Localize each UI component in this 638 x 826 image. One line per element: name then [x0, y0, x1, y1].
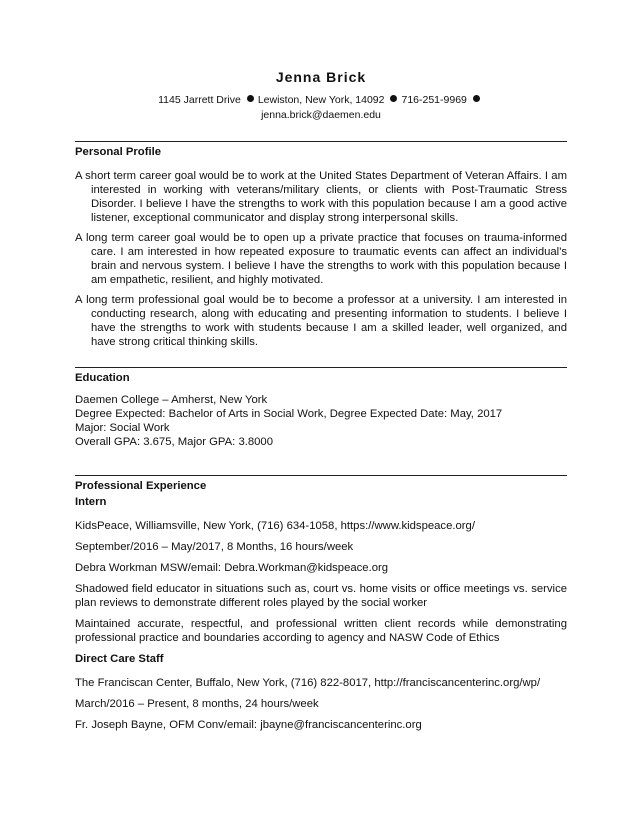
- section-divider: [75, 141, 567, 142]
- education-school: Daemen College – Amherst, New York: [75, 394, 268, 406]
- contact-block: [75, 93, 567, 123]
- email: jenna.brick@daemen.edu: [261, 109, 381, 121]
- city: Lewiston, New York, 14092: [257, 94, 385, 106]
- job-dates: March/2016 – Present, 8 months, 24 hours/week: [75, 698, 319, 710]
- phone: 716-251-9969: [401, 94, 467, 106]
- profile-paragraph: A long term professional goal would be to become a professor at a university. I am interested in conducting research, along with educating and presenting information to students. I believe I have the strengths to work with students because I am a skilled leader, well organized, and have strong critical thinking skills.: [75, 294, 567, 348]
- bullet-icon: [473, 95, 480, 102]
- resume-page: [75, 70, 567, 739]
- profile-paragraph: A long term career goal would be to open up a private practice that focuses on trauma-informed care. I am interested in how repeated exposure to traumatic events can affect an individual's brain and nervous system. I believe I have the strengths to work with this population because I am empathetic, resilient, and highly motivated.: [75, 232, 567, 286]
- section-divider: [75, 475, 567, 476]
- job-supervisor: Fr. Joseph Bayne, OFM Conv/email: jbayne@franciscancenterinc.org: [75, 719, 422, 731]
- contact-line: [75, 93, 567, 108]
- applicant-name: Jenna Brick: [275, 69, 367, 85]
- job-role: Intern: [75, 496, 107, 508]
- job-duty: Shadowed field educator in situations such as, court vs. home visits or office meetings vs. service plan reviews to demonstrate different roles played by the social worker: [75, 583, 567, 609]
- section-title-experience: Professional Experience: [75, 480, 207, 492]
- address: 1145 Jarrett Drive: [158, 94, 241, 106]
- job-role: Direct Care Staff: [75, 653, 164, 665]
- bullet-icon: [390, 95, 397, 102]
- job-supervisor: Debra Workman MSW/email: Debra.Workman@kidspeace.org: [75, 562, 389, 574]
- bullet-icon: [247, 95, 254, 102]
- section-title-education: Education: [75, 372, 130, 384]
- education-gpa: Overall GPA: 3.675, Major GPA: 3.8000: [75, 436, 273, 448]
- education-degree: Degree Expected: Bachelor of Arts in Social Work, Degree Expected Date: May, 2017: [75, 408, 503, 420]
- job-dates: September/2016 – May/2017, 8 Months, 16 hours/week: [75, 541, 354, 553]
- profile-paragraph: A short term career goal would be to work at the United States Department of Veteran Affairs. I am interested in working with veterans/military clients, or clients with Post-Traumatic Stress Disorder. I believe I have the strengths to work with this population because I am a good active listener, exceptional communicator and display strong interpersonal skills.: [75, 170, 567, 224]
- job-duty: Maintained accurate, respectful, and professional written client records while demonstrating professional practice and boundaries according to agency and NASW Code of Ethics: [75, 618, 567, 644]
- job-organization: The Franciscan Center, Buffalo, New York, (716) 822-8017, http://franciscancenterinc.org/wp/: [75, 677, 541, 689]
- section-divider: [75, 367, 567, 368]
- education-major: Major: Social Work: [75, 422, 170, 434]
- section-title-profile: Personal Profile: [75, 146, 162, 158]
- job-organization: KidsPeace, Williamsville, New York, (716) 634-1058, https://www.kidspeace.org/: [75, 520, 475, 532]
